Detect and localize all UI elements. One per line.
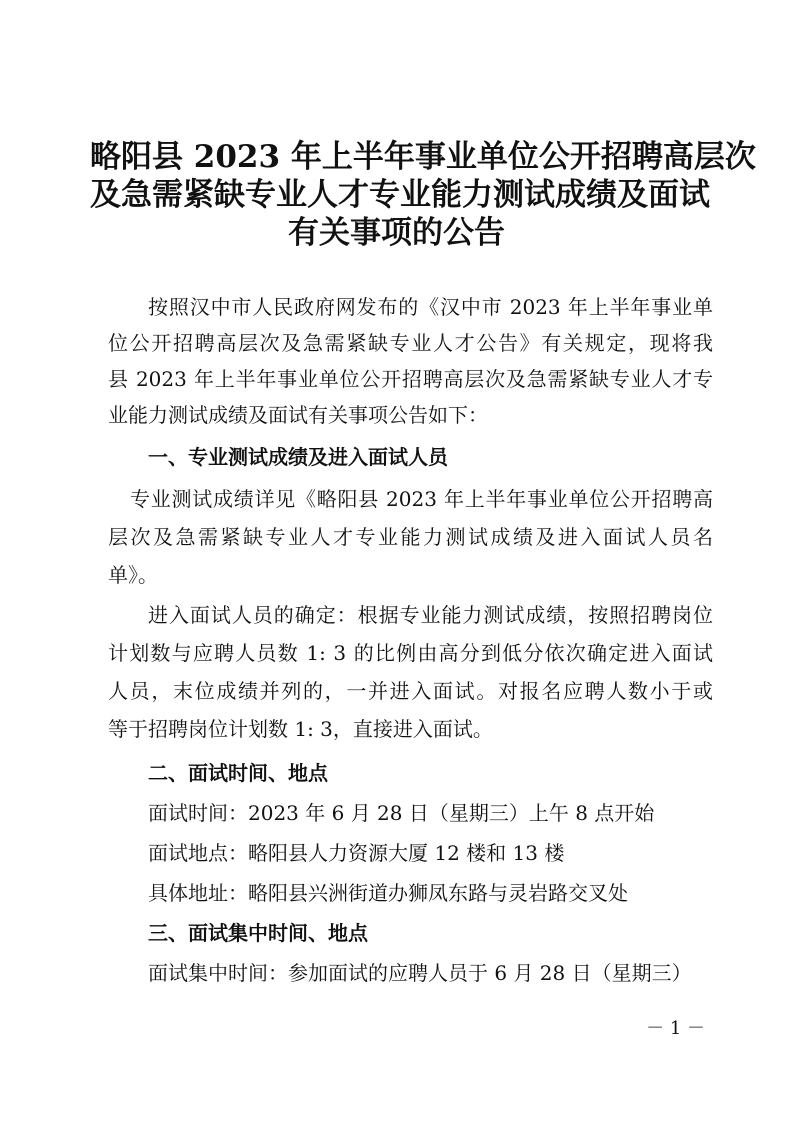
section-1-p2-line-2: 计划数与应聘人员数 1: 3 的比例由高分到低分依次确定进入面试 (108, 641, 713, 665)
section-1-p2-line-4: 等于招聘岗位计划数 1: 3，直接进入面试。 (108, 717, 493, 741)
interview-time: 面试时间：2023 年 6 月 28 日（星期三）上午 8 点开始 (148, 801, 655, 825)
title-line-3: 有关事项的公告 (288, 215, 505, 251)
section-1-p1-line-2: 层次及急需紧缺专业人才专业能力测试成绩及进入面试人员名 (108, 525, 713, 549)
interview-address: 具体地址：略阳县兴洲街道办狮凤东路与灵岩路交叉处 (148, 881, 628, 905)
intro-line-3: 县 2023 年上半年事业单位公开招聘高层次及急需紧缺专业人才专 (108, 367, 713, 391)
title-line-1: 略阳县 2023 年上半年事业单位公开招聘高层次 (90, 139, 756, 175)
gathering-time: 面试集中时间：参加面试的应聘人员于 6 月 28 日（星期三） (148, 961, 692, 985)
section-1-p1-line-1: 专业测试成绩详见《略阳县 2023 年上半年事业单位公开招聘高 (130, 487, 713, 511)
section-1-p2-line-1: 进入面试人员的确定：根据专业能力测试成绩，按照招聘岗位 (148, 603, 713, 627)
intro-line-2: 位公开招聘高层次及急需紧缺专业人才公告》有关规定，现将我 (108, 331, 713, 355)
document-title (90, 138, 756, 252)
section-1-heading: 一、专业测试成绩及进入面试人员 (148, 445, 448, 469)
section-1-p1-line-3: 单》。 (108, 563, 158, 587)
interview-place: 面试地点：略阳县人力资源大厦 12 楼和 13 楼 (148, 841, 565, 865)
intro-line-4: 业能力测试成绩及面试有关事项公告如下： (108, 403, 488, 427)
section-3-heading: 三、面试集中时间、地点 (148, 921, 368, 945)
title-line-2: 及急需紧缺专业人才专业能力测试成绩及面试 (90, 177, 710, 213)
intro-line-1: 按照汉中市人民政府网发布的《汉中市 2023 年上半年事业单 (148, 295, 713, 319)
section-2-heading: 二、面试时间、地点 (148, 761, 328, 785)
page-number: － 1 － (646, 1018, 705, 1039)
section-1-p2-line-3: 人员，末位成绩并列的，一并进入面试。对报名应聘人数小于或 (108, 679, 713, 703)
